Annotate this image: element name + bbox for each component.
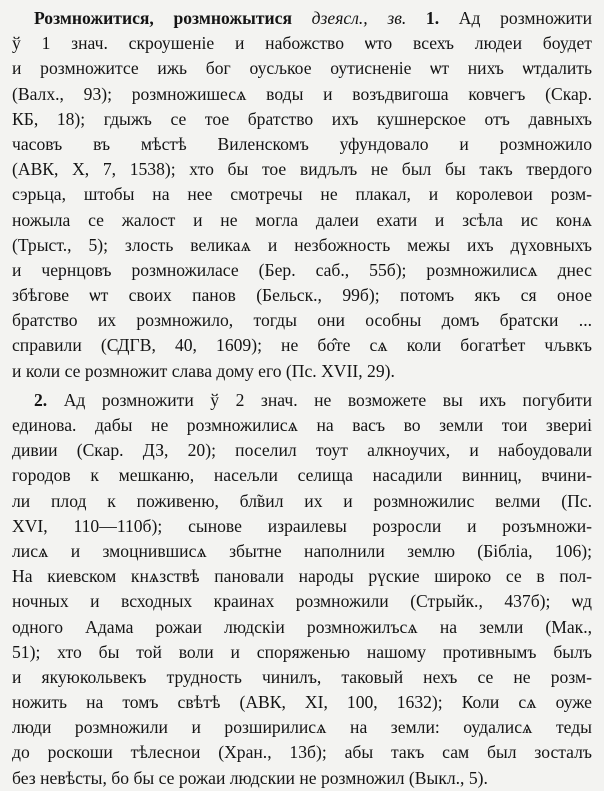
entry-first-line xyxy=(12,6,592,31)
sense-2-line: 51); хто бы той воли и споряженью нашому противнымъ былъ xyxy=(12,641,592,662)
sense-1-line: и розмножитсе ижь бог оусљкое оутисненіе ѡт нихъ ѡтдалить xyxy=(12,58,592,79)
sense-2-line: ли плод к поживеню, бл̃вил их и розмножилис велми (Пс. xyxy=(12,490,592,511)
sense-2-line: Ад розмножити ў 2 знач. не возможете вы ихъ погубити xyxy=(63,389,592,410)
sense-2-line: лисѧ и змоцнившисѧ збытне наполнили землю (Бібліа, 106); xyxy=(12,540,592,561)
sense-2-line: XVI, 110—110б); сынове израилевы розросли и розъмножи- xyxy=(12,515,592,536)
sense-1-line: (Валх., 93); розмножишесѧ воды и возъдвигоша ковчегъ (Скар. xyxy=(12,83,592,104)
sense-1-line: справили (СДГВ, 40, 1609); не бо̂те сѧ коли богатѣет чљвкъ xyxy=(12,335,592,356)
sense-2-line: ножить на томъ свѣтѣ (АВК, XI, 100, 1632); Коли сѧ оуже xyxy=(12,692,592,713)
sense-1-line: (Трыст., 5); злость великаѧ и незбожность межы ихъ дүховныхъ xyxy=(12,234,592,255)
sense-2-line: ночных и всходных краинах розмножили (Стрыйк., 437б); ѡд xyxy=(12,591,592,612)
sense-1-line: збѣгове ѡт своих панов (Бельск., 99б); потомъ якъ ся оное xyxy=(12,285,592,306)
sense-1-line: КБ, 18); гдыжъ се тое братство ихъ кушнерское отъ давныхъ xyxy=(12,108,592,129)
sense-1-line: ножыла се жалост и не могла далеи ехати и зсѣла ис конѧ xyxy=(12,209,592,230)
grammar-label: дзеясл., зв. xyxy=(311,8,407,28)
sense-2-line: и якуюкольвекъ трудность чинилъ, таковый нехъ се не розм- xyxy=(12,666,592,687)
sense-2-line: дивии (Скар. ДЗ, 20); поселил тоут алкноучих, и набоудовали xyxy=(12,440,592,461)
sense-2-line: городов к мешканю, насељли селища насадили винниц, вчини- xyxy=(12,465,592,486)
sense-2-line: до роскоши тѣлеснои (Хран., 13б); абы такъ сам был зосталъ xyxy=(12,742,592,763)
sense-1-line: (АВК, X, 7, 1538); хто бы тое видљлъ не был бы такъ твердого xyxy=(12,159,592,180)
sense-2-line: люди розмножили и розширилисѧ на земли: оудалисѧ теды xyxy=(12,717,592,738)
sense-number-2: 2. xyxy=(34,389,48,410)
headword: Розмножитися, розмножытися xyxy=(34,8,292,28)
sense-2-line: единова. дабы не розмножилисѧ на васъ во земли тои звериі xyxy=(12,415,592,435)
sense-1-line: сэрьца, штобы на нее смотречы не плакал, и королевои розм- xyxy=(12,184,592,205)
sense-2-line: На киевском кнѧзствѣ пановали народы рүские широко се в пол- xyxy=(12,566,592,587)
sense-number-1: 1. xyxy=(425,8,440,28)
sense-1-line: и коли се розмножит слава дому его (Пс. XVII, 29). xyxy=(12,360,395,381)
sense-1-line: братство их розмножило, тогды они особны домъ братски ... xyxy=(12,310,592,331)
sense-1-line: ў 1 знач. скроушеніе и набожство ѡто всехъ людеи боудет xyxy=(12,33,592,54)
sense-1-line: Ад розмножити xyxy=(458,8,592,28)
sense-2-first-line xyxy=(12,388,592,413)
sense-1-line: часовъ въ мѣстѣ Виленскомъ уфундовало и розмножило xyxy=(12,133,592,154)
sense-2-line: одного Адама рожаи людскіи розмножилъсѧ на земли (Мак., xyxy=(12,616,592,637)
sense-2-line: без невѣсты, бо бы се рожаи людскии не розмножил (Выкл., 5). xyxy=(12,767,488,788)
dictionary-entry xyxy=(12,6,592,791)
sense-1-line: и чернцовъ розмножиласе (Бер. саб., 55б); розмножилисѧ днес xyxy=(12,259,592,280)
